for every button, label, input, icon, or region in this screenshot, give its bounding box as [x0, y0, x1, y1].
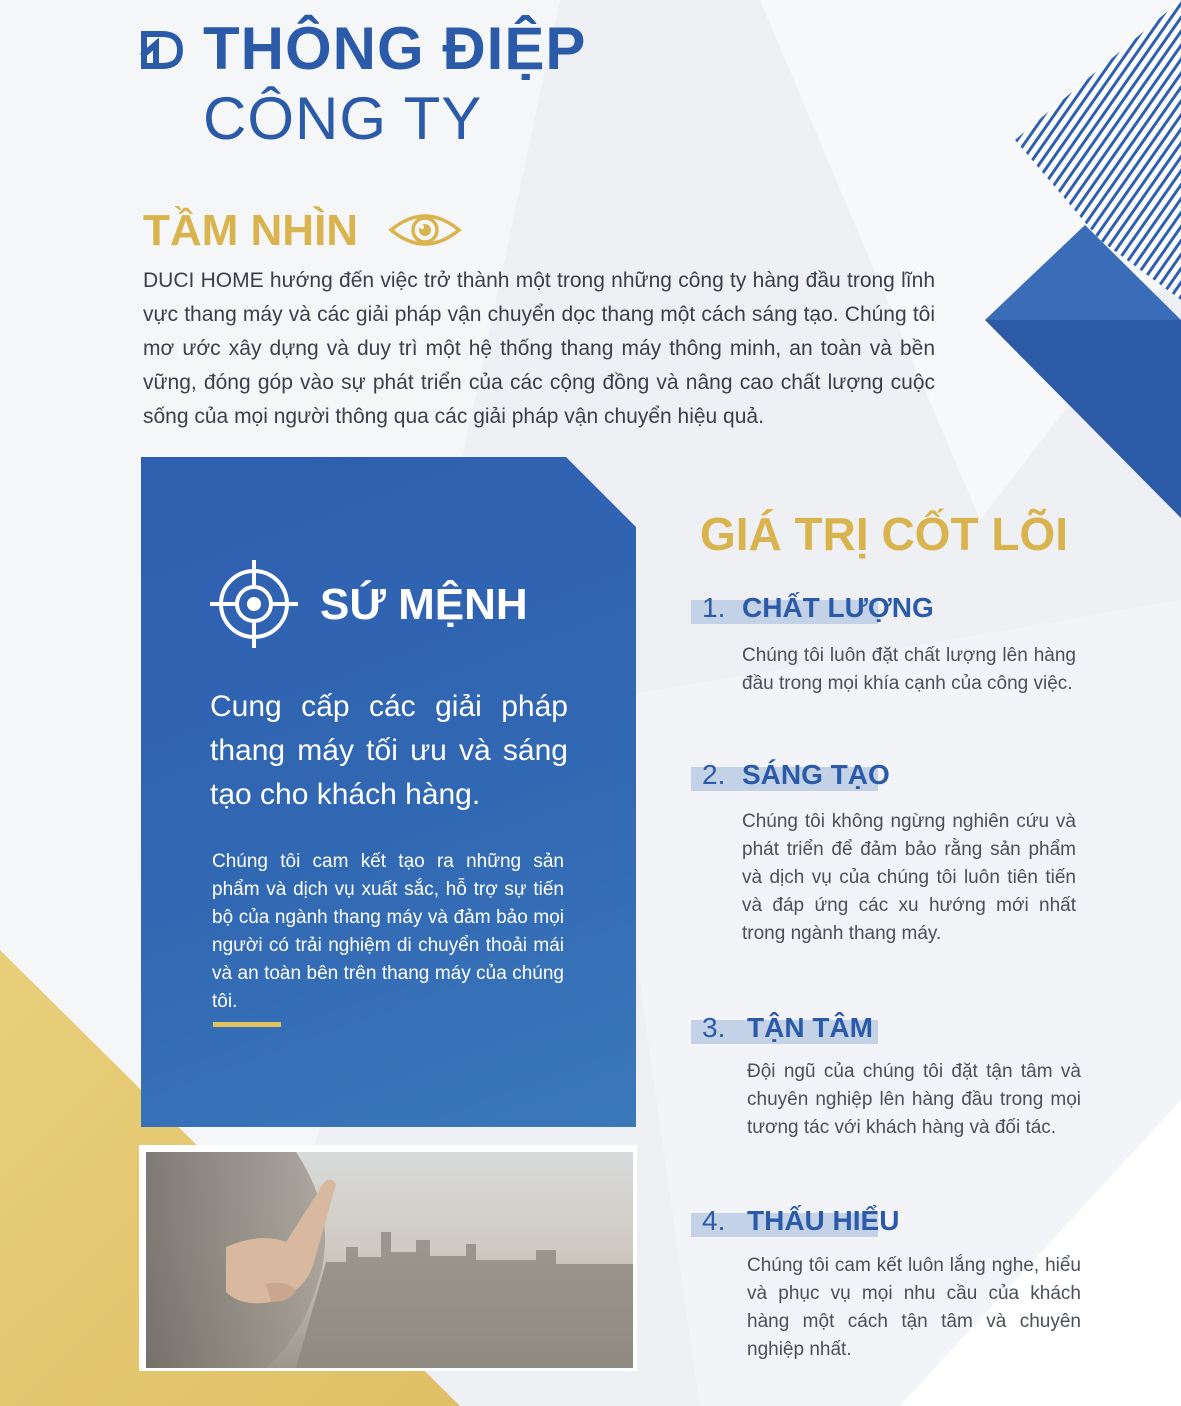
value-title: SÁNG TẠO — [742, 759, 890, 790]
page-title-line2: CÔNG TY — [203, 85, 483, 152]
vision-text: DUCI HOME hướng đến việc trở thành một trong những công ty hàng đầu trong lĩnh vực thang máy và các giải pháp vận chuyển dọc thang một cách sáng tạo. Chúng tôi mơ ước xây dựng và duy trì một hệ thống thang máy thông minh, an toàn và bền vững, đóng góp vào sự phát triển của các cộng đồng và nâng cao chất lượng cuộc sống của mọi người thông qua các giải pháp vận chuyển hiệu quả. — [143, 269, 935, 428]
value-description: Chúng tôi luôn đặt chất lượng lên hàng đầu trong mọi khía cạnh của công việc. — [742, 645, 1076, 694]
value-number: 4. — [702, 1205, 726, 1236]
value-number: 2. — [702, 759, 726, 790]
value-title: THẤU HIỂU — [747, 1205, 900, 1236]
value-number: 3. — [702, 1012, 726, 1043]
photo-frame — [139, 1145, 637, 1371]
eye-icon — [388, 208, 462, 252]
hand-pointing-city-photo — [146, 1152, 633, 1368]
target-icon — [208, 558, 300, 650]
gold-divider — [213, 1022, 281, 1027]
core-values-heading: GIÁ TRỊ CỐT LÕI — [700, 508, 1068, 560]
vision-heading: TẦM NHÌN — [143, 206, 359, 255]
mission-body-text: Chúng tôi cam kết tạo ra những sản phẩm và dịch vụ xuất sắc, hỗ trợ sự tiến bộ của ngành thang máy và đảm bảo mọi người có trải nghiệm di chuyển thoải mái và an toàn bên trên thang máy của chúng tôi. — [212, 851, 564, 1012]
mission-heading: SỨ MỆNH — [320, 580, 528, 629]
value-description: Đội ngũ của chúng tôi đặt tận tâm và chuyên nghiệp lên hàng đầu trong mọi tương tác với khách hàng và đối tác. — [747, 1061, 1081, 1138]
company-logo-icon — [138, 26, 184, 70]
page-title-line1: THÔNG ĐIỆP — [203, 15, 587, 82]
value-description: Chúng tôi cam kết luôn lắng nghe, hiểu và phục vụ mọi nhu cầu của khách hàng một cách tận tâm và chuyên nghiệp nhất. — [747, 1255, 1081, 1360]
value-number: 1. — [702, 592, 726, 623]
value-title: CHẤT LƯỢNG — [742, 592, 934, 623]
value-title: TẬN TÂM — [747, 1012, 873, 1043]
mission-lead-text: Cung cấp các giải pháp thang máy tối ưu và sáng tạo cho khách hàng. — [210, 690, 568, 811]
value-description: Chúng tôi không ngừng nghiên cứu và phát triển để đảm bảo rằng sản phẩm và dịch vụ của chúng tôi luôn tiên tiến và đáp ứng các xu hướng mới nhất trong ngành thang máy. — [742, 811, 1076, 944]
